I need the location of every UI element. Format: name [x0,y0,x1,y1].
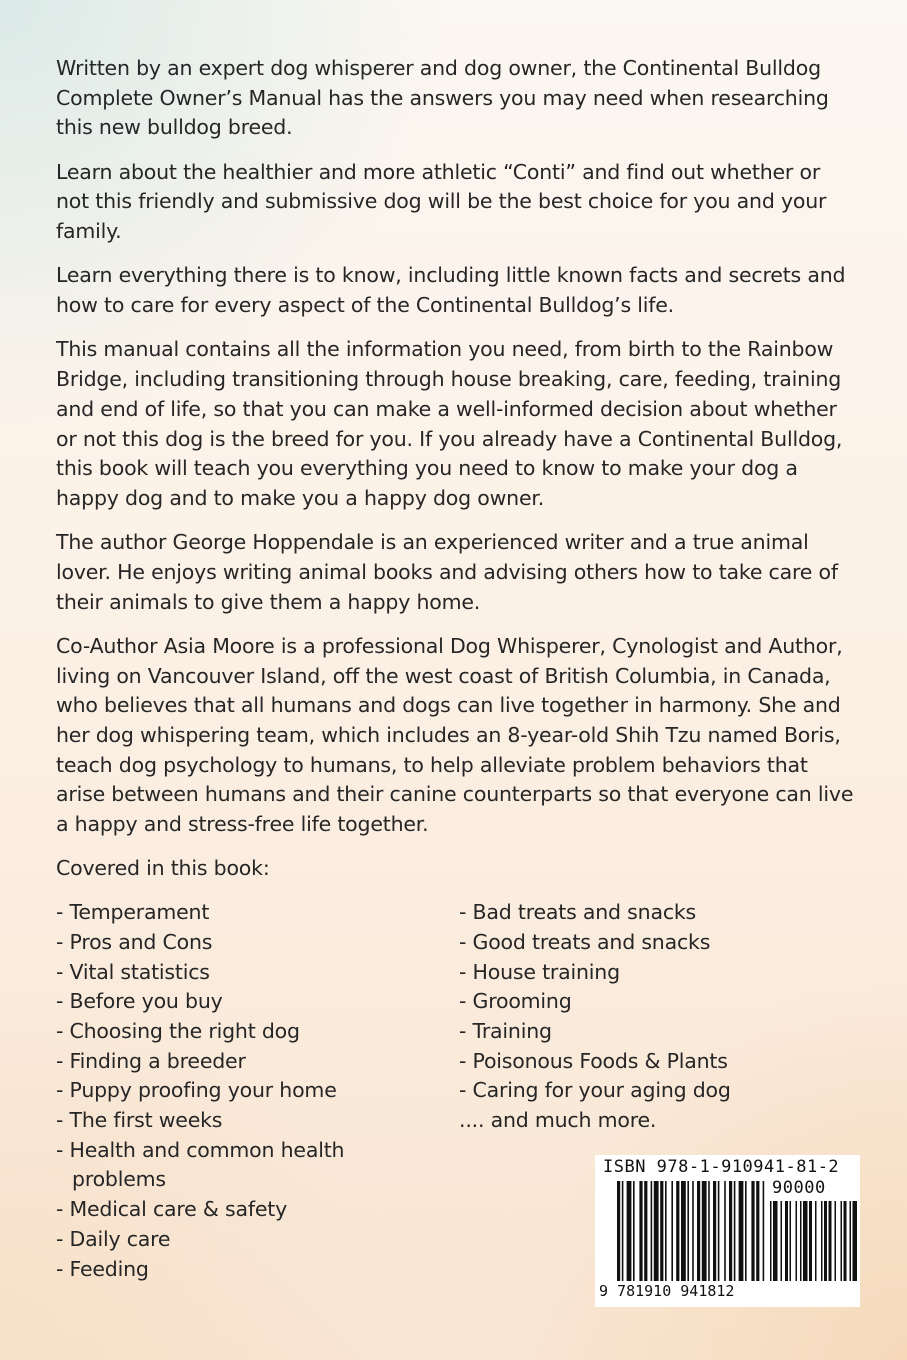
list-item: - Bad treats and snacks [459,900,697,925]
topics-left-column [56,898,376,1284]
list-item: - The first weeks [56,1108,223,1133]
back-cover-text [56,54,856,1298]
ean-digits: 9 781910 941812 [599,1282,735,1300]
paragraph-author: The author George Hoppendale is an experienced writer and a true animal lover. He enjoys writing animal books and advising others how to take care of their animals to give them a happy home. [56,530,838,614]
list-item: - Poisonous Foods & Plants [459,1048,728,1073]
list-item: - Daily care [56,1226,171,1251]
list-item: - Feeding [56,1256,149,1281]
isbn-barcode [595,1155,860,1307]
price-code: 90000 [772,1178,826,1198]
list-item: - Puppy proofing your home [56,1078,337,1103]
paragraph-conti: Learn about the healthier and more athletic “Conti” and find out whether or not this friendly and submissive dog will be the best choice for you and your family. [56,159,827,244]
list-item: - Before you buy [56,989,223,1014]
list-item: - Caring for your aging dog [459,1078,731,1103]
list-item: - Pros and Cons [56,929,213,954]
list-item: - Temperament [56,900,210,925]
covered-title: Covered in this book: [56,856,270,881]
paragraph-coauthor: Co-Author Asia Moore is a professional Dog Whisperer, Cynologist and Author, living on Vancouver Island, off the west coast of British Columbia, in Canada, who believes that all humans and dogs can live together in harmony. She and her dog whispering team, which includes an 8-year-old Shih Tzu named Boris, teach dog psychology to humans, to help alleviate problem behaviors that arise between humans and their canine counterparts so that everyone can live a happy and stress-free life together. [56,633,854,837]
list-item: - Vital statistics [56,959,210,984]
and-much-more: .... and much more. [459,1108,657,1133]
isbn-label: ISBN 978-1-910941-81-2 [603,1157,840,1177]
topics-right-column [459,898,839,1136]
list-item: - Training [459,1018,552,1043]
list-item: - Good treats and snacks [459,929,711,954]
paragraph-learn: Learn everything there is to know, including little known facts and secrets and how to care for every aspect of the Continental Bulldog’s life. [56,263,846,318]
list-item: - House training [459,959,620,984]
paragraph-intro: Written by an expert dog whisperer and dog owner, the Continental Bulldog Complete Owner’s Manual has the answers you may need when researching this new bulldog breed. [56,56,829,140]
list-item: - Finding a breeder [56,1048,246,1073]
list-item: - Grooming [459,989,572,1014]
list-item: - Choosing the right dog [56,1018,300,1043]
list-item: - Health and common health problems [56,1137,345,1192]
paragraph-manual: This manual contains all the information you need, from birth to the Rainbow Bridge, including transitioning through house breaking, care, feeding, training and end of life, so that you can make a well-informed decision about whether or not this dog is the breed for you. If you already have a Continental Bulldog, this book will teach you everything you need to know to make your dog a happy dog and to make you a happy dog owner. [56,337,843,510]
list-item: - Medical care & safety [56,1197,288,1222]
